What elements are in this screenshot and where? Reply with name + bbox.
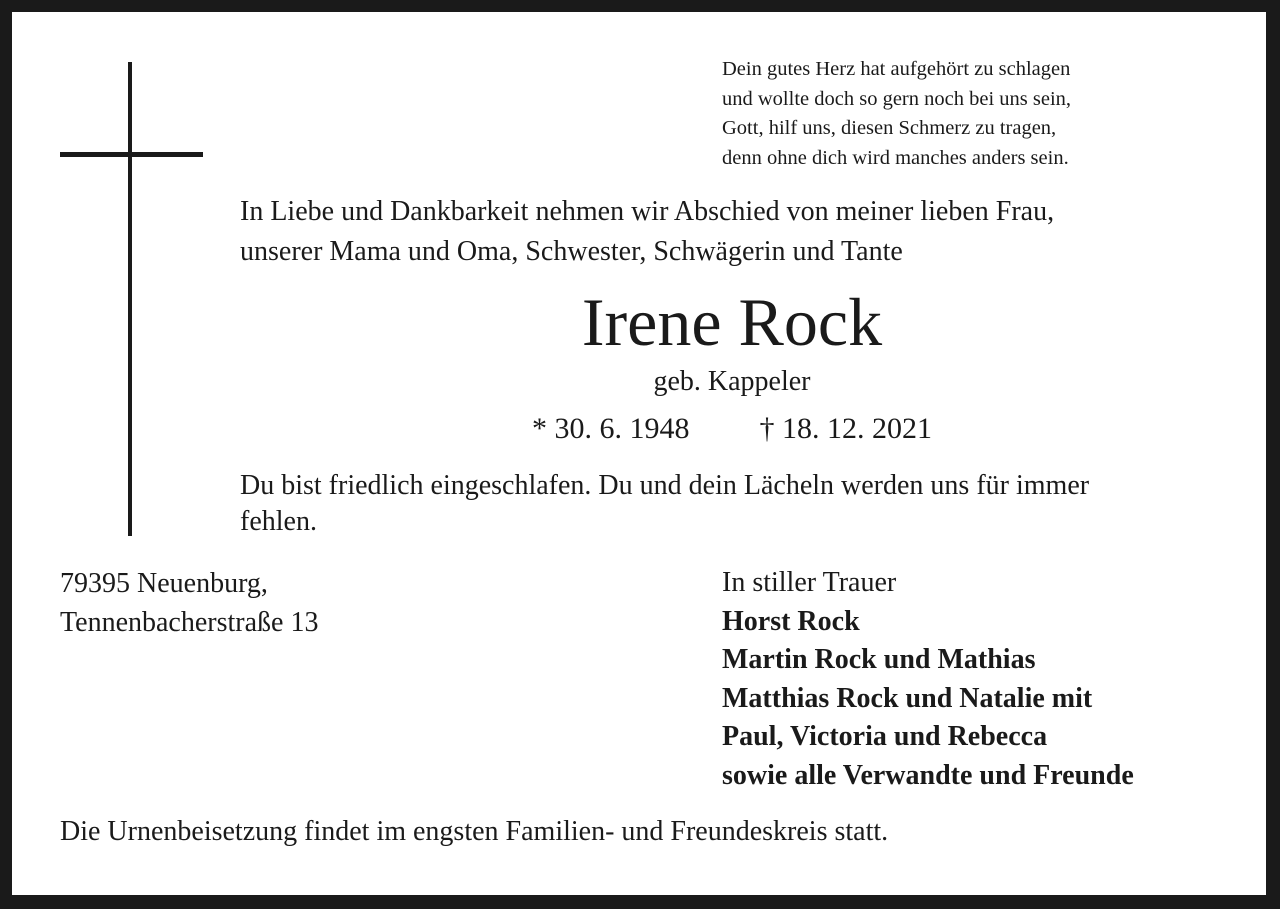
death-date: † 18. 12. 2021 [759,412,932,445]
mourner-name: Martin Rock und Mathias [722,644,1036,675]
obituary-card [12,12,1266,895]
life-dates [240,410,1224,448]
poem [722,55,1242,173]
mourner-name: Paul, Victoria und Rebecca [722,721,1048,752]
burial-notice: Die Urnenbeisetzung findet im engsten Familien- und Freundeskreis statt. [60,816,889,847]
poem-line: Dein gutes Herz hat aufgehört zu schlagen [722,58,1071,80]
farewell-message [240,468,1240,540]
mourners-heading: In stiller Trauer [722,567,897,598]
address [60,564,560,642]
address-line: 79395 Neuenburg, [60,568,268,599]
intro-line: unserer Mama und Oma, Schwester, Schwägerin und Tante [240,236,903,267]
address-line: Tennenbacherstraße 13 [60,607,319,638]
mourner-name: sowie alle Verwandte und Freunde [722,759,1134,791]
intro-line: In Liebe und Dankbarkeit nehmen wir Abschied von meiner lieben Frau, [240,196,1055,227]
deceased-name: Irene Rock [581,284,883,360]
poem-line: Gott, hilf uns, diesen Schmerz zu tragen, [722,117,1057,139]
poem-line: und wollte doch so gern noch bei uns sein, [722,87,1072,110]
poem-line: denn ohne dich wird manches anders sein. [722,146,1069,169]
cross-icon-crossbar [60,152,203,157]
intro-text [240,192,1240,272]
cross-icon [128,62,132,536]
message-line: fehlen. [240,506,317,537]
mourners [722,564,1252,795]
mourner-name: Horst Rock [722,605,860,637]
mourner-name: Matthias Rock und Natalie mit [722,682,1093,714]
maiden-name: geb. Kappeler [653,366,811,397]
birth-date: * 30. 6. 1948 [532,412,690,445]
message-line: Du bist friedlich eingeschlafen. Du und dein Lächeln werden uns für immer [240,470,1090,501]
